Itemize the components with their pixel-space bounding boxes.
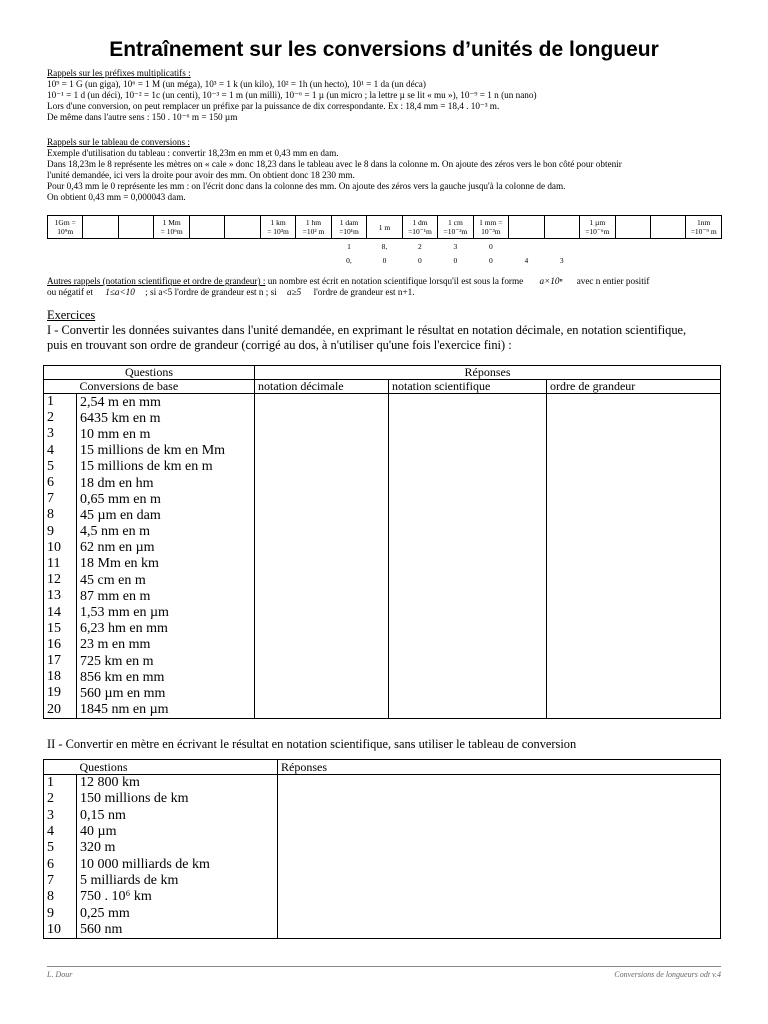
question-number: 14 xyxy=(44,604,77,620)
question-number: 3 xyxy=(44,808,77,824)
unit-name: 1 µm xyxy=(589,218,606,227)
question-text: 12 800 km xyxy=(77,775,278,792)
question-text: 320 m xyxy=(77,840,278,856)
answer-cell-magnitude[interactable] xyxy=(547,685,721,701)
table-row xyxy=(44,507,721,523)
question-number: 7 xyxy=(44,491,77,507)
answer-cell-magnitude[interactable] xyxy=(547,394,721,411)
example-digit xyxy=(83,253,118,267)
example-digit xyxy=(154,239,189,254)
example-digit xyxy=(83,239,118,254)
exercice1-intro-line2: puis en trouvant son ordre de grandeur (corrigé au dos, à n'utiliser qu'une fois l'exercice fini) : xyxy=(47,338,512,352)
example-digit xyxy=(225,253,260,267)
unit-power: =10⁻⁹ m xyxy=(690,227,717,236)
unit-cell xyxy=(580,216,615,239)
answer-cell-decimal[interactable] xyxy=(255,540,389,556)
question-number: 18 xyxy=(44,669,77,685)
rappels-tableau-line2: Dans 18,23m le 8 représente les mètres on « cale » donc 18,23 dans le tableau avec le 8 dans la colonne m. On ajoute des zéros vers le bon côté pour obtenir xyxy=(47,159,622,169)
answer-cell[interactable] xyxy=(278,824,721,840)
answer-cell[interactable] xyxy=(278,889,721,905)
question-text: 62 nm en µm xyxy=(77,540,255,556)
example-digit xyxy=(48,253,83,267)
unit-name: 1 dm xyxy=(412,218,428,227)
exercices-heading: Exercices xyxy=(47,308,96,322)
answer-cell[interactable] xyxy=(278,791,721,807)
example-digit xyxy=(650,239,685,254)
question-text: 2,54 m en mm xyxy=(77,394,255,411)
answer-cell-scientific[interactable] xyxy=(389,410,547,426)
question-text: 856 km en mm xyxy=(77,669,255,685)
table-row xyxy=(44,588,721,604)
example-digit xyxy=(580,253,615,267)
table-row xyxy=(44,556,721,572)
question-text: 18 Mm en km xyxy=(77,556,255,572)
answer-cell-magnitude[interactable] xyxy=(547,540,721,556)
table-row xyxy=(44,621,721,637)
example-digit xyxy=(118,239,153,254)
table2-header-questions: Questions xyxy=(77,760,278,775)
question-text: 45 µm en dam xyxy=(77,507,255,523)
table-row xyxy=(44,840,721,856)
unit-power: 10⁹m xyxy=(57,227,74,236)
example-digit xyxy=(686,239,722,254)
question-text: 87 mm en m xyxy=(77,588,255,604)
question-text: 23 m en mm xyxy=(77,637,255,653)
autres-rappels-heading: Autres rappels (notation scientifique et ordre de grandeur) : xyxy=(47,276,266,286)
exercice1-intro-line1: I - Convertir les données suivantes dans l'unité demandée, en exprimant le résultat en notation décimale, en notation scientifique, xyxy=(47,323,687,337)
table1-header-questions: Questions xyxy=(44,366,255,380)
answer-cell-scientific[interactable] xyxy=(389,475,547,491)
example-digit xyxy=(509,239,544,254)
table-row xyxy=(44,791,721,807)
unit-name: 1nm xyxy=(697,218,711,227)
unit-cell xyxy=(48,216,83,239)
condition-a-range: 1≤a<10 xyxy=(105,287,135,297)
unit-power: 10⁻³m xyxy=(481,227,501,236)
exercise1-table xyxy=(43,365,721,719)
question-text: 6,23 hm en mm xyxy=(77,621,255,637)
footer-doc-name: Conversions de longueurs odt v.4 xyxy=(614,970,721,979)
answer-cell-decimal[interactable] xyxy=(255,507,389,523)
example-digit: 8, xyxy=(381,241,388,251)
table-row xyxy=(44,410,721,426)
table-row xyxy=(44,459,721,475)
question-number: 6 xyxy=(44,856,77,872)
answer-cell-magnitude[interactable] xyxy=(547,426,721,442)
unit-cell xyxy=(189,216,224,239)
rappels-prefixes-line1: 10⁹ = 1 G (un giga), 10⁶ = 1 M (un méga), 10³ = 1 k (un kilo), 10² = 1h (un hecto), 10¹ = 1 da (un déca) xyxy=(47,79,426,89)
conversion-example-row xyxy=(48,253,722,267)
table-row xyxy=(44,572,721,588)
question-number: 2 xyxy=(44,410,77,426)
answer-cell-magnitude[interactable] xyxy=(547,588,721,604)
example-digit: 0 xyxy=(488,255,493,265)
answer-cell[interactable] xyxy=(278,922,721,939)
answer-cell-scientific[interactable] xyxy=(389,459,547,475)
answer-cell-magnitude[interactable] xyxy=(547,507,721,523)
question-number: 19 xyxy=(44,685,77,701)
conversion-units-row xyxy=(48,216,722,239)
answer-cell-scientific[interactable] xyxy=(389,588,547,604)
rappels-prefixes-line2: 10⁻¹ = 1 d (un déci), 10⁻² = 1c (un centi), 10⁻³ = 1 m (un milli), 10⁻⁶ = 1 µ (un micro ; la lettre µ se lit « mu »), 10⁻⁹ = 1 n (un nano) xyxy=(47,90,537,100)
unit-power: = 10⁶m xyxy=(160,227,183,236)
question-number: 4 xyxy=(44,443,77,459)
answer-cell-magnitude[interactable] xyxy=(547,621,721,637)
table-row xyxy=(44,491,721,507)
question-number: 8 xyxy=(44,889,77,905)
example-digit xyxy=(118,253,153,267)
autres-rappels xyxy=(47,276,737,298)
example-digit xyxy=(260,253,295,267)
answer-cell-decimal[interactable] xyxy=(255,637,389,653)
unit-cell xyxy=(615,216,650,239)
autres-rappels-line2a: ou négatif et xyxy=(47,287,93,297)
example-digit: 0 xyxy=(382,255,387,265)
example-digit: 2 xyxy=(418,241,422,251)
unit-name: 1 dam xyxy=(339,218,359,227)
table-row xyxy=(44,702,721,719)
answer-cell-decimal[interactable] xyxy=(255,669,389,685)
table-row xyxy=(44,394,721,411)
answer-cell-scientific[interactable] xyxy=(389,443,547,459)
unit-cell xyxy=(154,216,189,239)
answer-cell-decimal[interactable] xyxy=(255,621,389,637)
table2-header-reponses: Réponses xyxy=(278,760,721,775)
answer-cell-decimal[interactable] xyxy=(255,426,389,442)
question-number: 1 xyxy=(44,394,77,411)
answer-cell[interactable] xyxy=(278,873,721,889)
footer-author: L. Dour xyxy=(47,970,73,979)
answer-cell-scientific[interactable] xyxy=(389,653,547,669)
unit-cell xyxy=(438,216,473,239)
answer-cell-decimal[interactable] xyxy=(255,475,389,491)
answer-cell-decimal[interactable] xyxy=(255,443,389,459)
question-number: 8 xyxy=(44,507,77,523)
rappels-tableau-line3: l'unité demandée, ici vers la droite pour avoir des mm. On obtient donc 18 230 mm. xyxy=(47,170,355,180)
table-row xyxy=(44,685,721,701)
example-digit xyxy=(48,239,83,254)
answer-cell-magnitude[interactable] xyxy=(547,524,721,540)
unit-cell xyxy=(296,216,331,239)
table-row xyxy=(44,475,721,491)
question-number: 11 xyxy=(44,556,77,572)
example-digit xyxy=(615,253,650,267)
unit-cell xyxy=(402,216,437,239)
question-number: 4 xyxy=(44,824,77,840)
unit-cell xyxy=(650,216,685,239)
answer-cell[interactable] xyxy=(278,905,721,921)
question-number: 9 xyxy=(44,524,77,540)
answer-cell-scientific[interactable] xyxy=(389,572,547,588)
example-digit: 0 xyxy=(453,255,458,265)
example-digit: 3 xyxy=(559,255,564,265)
unit-name: 1 mm = xyxy=(479,218,503,227)
unit-cell xyxy=(544,216,579,239)
autres-rappels-text-end: avec n entier positif xyxy=(576,276,650,286)
answer-cell-scientific[interactable] xyxy=(389,702,547,719)
question-number: 10 xyxy=(44,540,77,556)
question-text: 6435 km en m xyxy=(77,410,255,426)
answer-cell-scientific[interactable] xyxy=(389,637,547,653)
answer-cell-magnitude[interactable] xyxy=(547,604,721,620)
example-digit: 0 xyxy=(488,241,493,251)
question-number: 2 xyxy=(44,791,77,807)
answer-cell-magnitude[interactable] xyxy=(547,459,721,475)
question-number: 12 xyxy=(44,572,77,588)
rappels-tableau-heading: Rappels sur le tableau de conversions : xyxy=(47,137,190,147)
answer-cell-magnitude[interactable] xyxy=(547,669,721,685)
rappels-prefixes-line4: De même dans l'autre sens : 150 . 10⁻⁶ m = 150 µm xyxy=(47,112,238,122)
answer-cell-decimal[interactable] xyxy=(255,572,389,588)
answer-cell-magnitude[interactable] xyxy=(547,443,721,459)
example-digit xyxy=(296,253,331,267)
unit-power: =10⁻¹m xyxy=(408,227,432,236)
answer-cell-scientific[interactable] xyxy=(389,491,547,507)
question-text: 750 . 10⁶ km xyxy=(77,889,278,905)
answer-cell[interactable] xyxy=(278,775,721,792)
answer-cell-scientific[interactable] xyxy=(389,540,547,556)
unit-name: 1 Mm xyxy=(162,218,181,227)
unit-power: =10² m xyxy=(302,227,325,236)
question-number: 7 xyxy=(44,873,77,889)
table-row xyxy=(44,669,721,685)
answer-cell-decimal[interactable] xyxy=(255,653,389,669)
unit-power: =10⁻²m xyxy=(443,227,468,236)
question-text: 5 milliards de km xyxy=(77,873,278,889)
table-row xyxy=(44,922,721,939)
question-text: 1,53 mm en µm xyxy=(77,604,255,620)
question-text: 10 mm en m xyxy=(77,426,255,442)
table-row xyxy=(44,443,721,459)
question-text: 15 millions de km en m xyxy=(77,459,255,475)
unit-name: 1 cm xyxy=(447,218,463,227)
answer-cell-decimal[interactable] xyxy=(255,459,389,475)
question-text: 150 millions de km xyxy=(77,791,278,807)
table1-header-reponses: Réponses xyxy=(255,366,721,380)
answer-cell-scientific[interactable] xyxy=(389,556,547,572)
question-number: 20 xyxy=(44,702,77,719)
table-row xyxy=(44,889,721,905)
autres-rappels-line2c: l'ordre de grandeur est n+1. xyxy=(313,287,415,297)
answer-cell-decimal[interactable] xyxy=(255,491,389,507)
question-number: 13 xyxy=(44,588,77,604)
question-text: 18 dm en hm xyxy=(77,475,255,491)
page-title: Entraînement sur les conversions d’unités de longueur xyxy=(109,38,659,61)
answer-cell-magnitude[interactable] xyxy=(547,637,721,653)
example-digit xyxy=(189,253,224,267)
table1-sub-conversions: Conversions de base xyxy=(77,380,255,394)
answer-cell-scientific[interactable] xyxy=(389,524,547,540)
unit-name: 1 m xyxy=(378,222,391,232)
table-row xyxy=(44,873,721,889)
rappels-prefixes-line3: Lors d'une conversion, on peut remplacer un préfixe par la puissance de dix correspondante. Ex : 18,4 mm = 18,4 . 10⁻³ m. xyxy=(47,101,500,111)
rappels-prefixes-heading: Rappels sur les préfixes multiplicatifs : xyxy=(47,68,191,78)
question-text: 560 nm xyxy=(77,922,278,939)
unit-cell xyxy=(686,216,722,239)
question-number: 9 xyxy=(44,905,77,921)
question-text: 4,5 nm en m xyxy=(77,524,255,540)
answer-cell-decimal[interactable] xyxy=(255,588,389,604)
example-digit xyxy=(296,239,331,254)
table-row xyxy=(44,653,721,669)
table-row xyxy=(44,540,721,556)
question-text: 0,65 mm en m xyxy=(77,491,255,507)
answer-cell-magnitude[interactable] xyxy=(547,491,721,507)
question-text: 725 km en m xyxy=(77,653,255,669)
unit-name: 1Gm = xyxy=(54,218,76,227)
table-row xyxy=(44,824,721,840)
rappels-prefixes xyxy=(47,68,737,123)
conversion-example-row xyxy=(48,239,722,254)
table1-sub-scientifique: notation scientifique xyxy=(389,380,547,394)
unit-cell xyxy=(473,216,508,239)
unit-cell xyxy=(509,216,544,239)
question-text: 1845 nm en µm xyxy=(77,702,255,719)
unit-cell xyxy=(118,216,153,239)
answer-cell-decimal[interactable] xyxy=(255,702,389,719)
answer-cell-scientific[interactable] xyxy=(389,685,547,701)
question-number: 5 xyxy=(44,840,77,856)
formula-a-times-10n: a×10ⁿ xyxy=(539,276,563,286)
example-digit xyxy=(225,239,260,254)
answer-cell-magnitude[interactable] xyxy=(547,702,721,719)
answer-cell-scientific[interactable] xyxy=(389,604,547,620)
example-digit xyxy=(580,239,615,254)
question-number: 17 xyxy=(44,653,77,669)
rappels-tableau-line5: On obtient 0,43 mm = 0,000043 dam. xyxy=(47,192,186,202)
example-digit xyxy=(260,239,295,254)
answer-cell-magnitude[interactable] xyxy=(547,653,721,669)
unit-name: 1 km xyxy=(270,218,286,227)
answer-cell-scientific[interactable] xyxy=(389,394,547,411)
answer-cell-scientific[interactable] xyxy=(389,669,547,685)
answer-cell-decimal[interactable] xyxy=(255,410,389,426)
answer-cell-magnitude[interactable] xyxy=(547,410,721,426)
table-row xyxy=(44,426,721,442)
table1-sub-decimale: notation décimale xyxy=(255,380,389,394)
example-digit: 1 xyxy=(347,241,351,251)
unit-power: =10¹m xyxy=(339,227,359,236)
table-row xyxy=(44,604,721,620)
answer-cell-scientific[interactable] xyxy=(389,621,547,637)
answer-cell-scientific[interactable] xyxy=(389,507,547,523)
exercices-intro xyxy=(47,308,737,353)
autres-rappels-text: un nombre est écrit en notation scientifique lorsqu'il est sous la forme xyxy=(265,276,524,286)
example-digit: 4 xyxy=(524,255,529,265)
answer-cell-magnitude[interactable] xyxy=(547,475,721,491)
question-text: 10 000 milliards de km xyxy=(77,856,278,872)
example-digit: 0, xyxy=(346,255,352,265)
answer-cell-decimal[interactable] xyxy=(255,556,389,572)
question-text: 45 cm en m xyxy=(77,572,255,588)
question-text: 0,15 nm xyxy=(77,808,278,824)
answer-cell-decimal[interactable] xyxy=(255,524,389,540)
example-digit xyxy=(650,253,685,267)
unit-cell xyxy=(83,216,118,239)
question-number: 6 xyxy=(44,475,77,491)
unit-cell xyxy=(367,216,402,239)
answer-cell-magnitude[interactable] xyxy=(547,556,721,572)
question-number: 1 xyxy=(44,775,77,792)
example-digit: 0 xyxy=(418,255,422,265)
unit-power: =10⁻⁶m xyxy=(585,227,610,236)
unit-power: = 10³m xyxy=(267,227,289,236)
question-text: 560 µm en mm xyxy=(77,685,255,701)
rappels-tableau-line4: Pour 0,43 mm le 0 représente les mm : on l'écrit donc dans la colonne des mm. On ajoute des zéros vers la gauche jusqu'à la colonne de dam. xyxy=(47,181,566,191)
unit-cell xyxy=(260,216,295,239)
question-number: 15 xyxy=(44,621,77,637)
answer-cell[interactable] xyxy=(278,808,721,824)
question-text: 15 millions de km en Mm xyxy=(77,443,255,459)
example-digit xyxy=(615,239,650,254)
table-row xyxy=(44,637,721,653)
question-number: 16 xyxy=(44,637,77,653)
exercice2-intro: II - Convertir en mètre en écrivant le résultat en notation scientifique, sans utiliser le tableau de conversion xyxy=(47,737,577,751)
answer-cell-scientific[interactable] xyxy=(389,426,547,442)
example-digit: 3 xyxy=(453,241,458,251)
table1-sub-grandeur: ordre de grandeur xyxy=(547,380,721,394)
footer-divider xyxy=(47,966,721,967)
example-digit xyxy=(544,239,579,254)
condition-a-ge-5: a≥5 xyxy=(287,287,302,297)
question-number: 5 xyxy=(44,459,77,475)
table-row xyxy=(44,775,721,792)
answer-cell-decimal[interactable] xyxy=(255,394,389,411)
example-digit xyxy=(154,253,189,267)
unit-cell xyxy=(331,216,366,239)
answer-cell[interactable] xyxy=(278,840,721,856)
table-row xyxy=(44,524,721,540)
unit-cell xyxy=(225,216,260,239)
example-digit xyxy=(189,239,224,254)
table-row xyxy=(44,905,721,921)
table-row xyxy=(44,808,721,824)
rappels-tableau xyxy=(47,137,737,203)
unit-name: 1 hm xyxy=(305,218,322,227)
example-digit xyxy=(686,253,722,267)
question-text: 0,25 mm xyxy=(77,905,278,921)
answer-cell-decimal[interactable] xyxy=(255,604,389,620)
question-number: 3 xyxy=(44,426,77,442)
question-number: 10 xyxy=(44,922,77,939)
rappels-tableau-line1: Exemple d'utilisation du tableau : convertir 18,23m en mm et 0,43 mm en dam. xyxy=(47,148,339,158)
conversion-table xyxy=(47,215,722,267)
answer-cell-decimal[interactable] xyxy=(255,685,389,701)
answer-cell[interactable] xyxy=(278,856,721,872)
exercise2-table xyxy=(43,759,721,939)
question-text: 40 µm xyxy=(77,824,278,840)
answer-cell-magnitude[interactable] xyxy=(547,572,721,588)
table-row xyxy=(44,856,721,872)
autres-rappels-line2b: ; si a<5 l'ordre de grandeur est n ; si xyxy=(145,287,277,297)
